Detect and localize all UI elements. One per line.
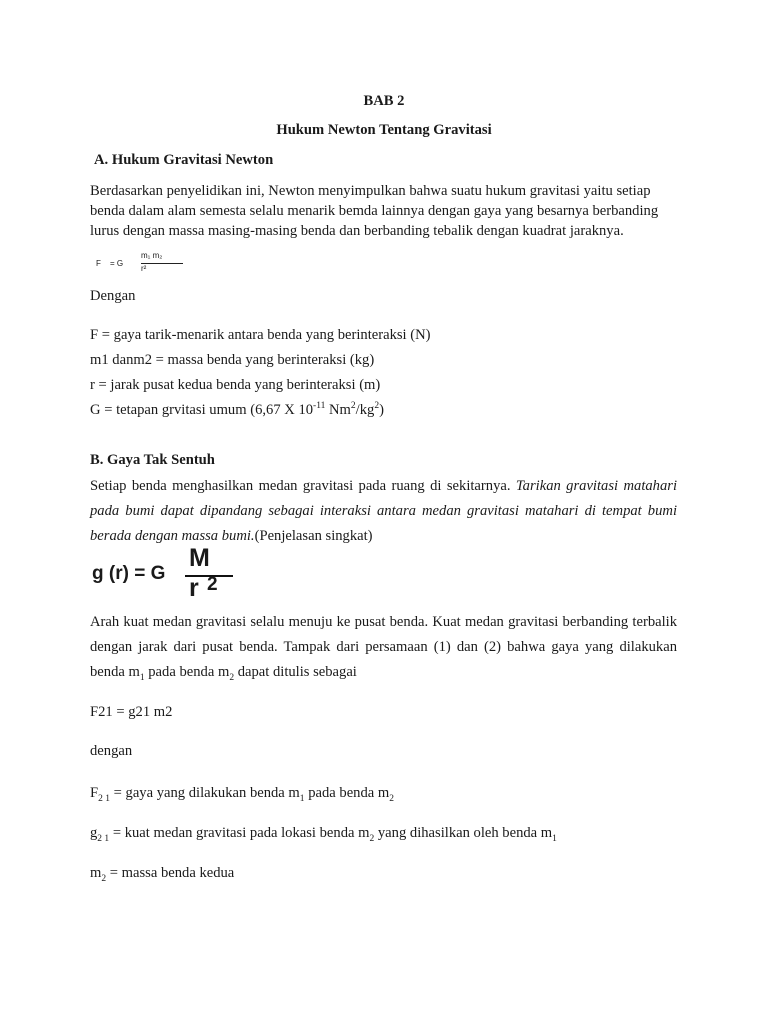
field-formula-den-r: r xyxy=(189,574,199,602)
formula-equals: = G xyxy=(110,259,124,268)
chapter-label: BAB 2 xyxy=(363,93,405,109)
section-a-paragraph xyxy=(90,181,658,241)
def-m2: $m_2$ = massa benda kedua xyxy=(90,865,235,884)
def-constant: G = tetapan grvitasi umum (6,67 X $10^{-11}$ $Nm^2/kg^2$) xyxy=(90,401,384,418)
formula-numerator: m₁ m₂ xyxy=(141,251,163,260)
section-b-paragraph: Setiap benda menghasilkan medan gravitasi pada ruang di sekitarnya. Tarikan gravitasi matahari pada bumi dapat dipandang sebagai interaksi antara medan gravitasi matahari di tempat bumi berada dengan massa bumi.(Penjelasan singkat) xyxy=(90,478,677,544)
section-b-heading: B. Gaya Tak Sentuh xyxy=(90,452,215,468)
field-formula-lhs: g (r) = G xyxy=(92,563,166,584)
gravity-formula xyxy=(96,253,196,277)
field-formula-den-exp: 2 xyxy=(207,574,218,595)
def-distance: r = jarak pusat kedua benda yang berinteraksi (m) xyxy=(90,377,381,393)
dengan-label-2: dengan xyxy=(90,743,133,759)
field-paragraph: Arah kuat medan gravitasi selalu menuju ke pusat benda. Kuat medan gravitasi berbanding terbalik dengan jarak dari pusat benda. Tampak dari persamaan (1) dan (2) bahwa gaya yang dilakukan benda $m_1$ pada benda $m_2$ dapat ditulis sebagai xyxy=(90,614,677,683)
field-formula-numerator: M xyxy=(189,544,210,572)
def-mass: m1 danm2 = massa benda yang berinteraksi (kg) xyxy=(90,352,375,368)
def-force: F = gaya tarik-menarik antara benda yang berinteraksi (N) xyxy=(90,327,431,343)
formula-denominator: r² xyxy=(141,264,147,273)
field-formula xyxy=(92,544,242,605)
paragraph-line: Berdasarkan penyelidikan ini, Newton menyimpulkan bahwa suatu hukum gravitasi yaitu setiap xyxy=(90,183,651,199)
fraction-bar xyxy=(141,263,183,264)
paragraph-line: benda dalam alam semesta selalu menarik bemda lainnya dengan gaya yang besarnya berbanding xyxy=(90,203,659,219)
section-a-heading: A. Hukum Gravitasi Newton xyxy=(94,152,274,168)
paragraph-line: lurus dengan massa masing-masing benda dan berbanding tebalik dengan kuadrat jaraknya. xyxy=(90,223,624,239)
dengan-label: Dengan xyxy=(90,288,136,304)
page-title: Hukum Newton Tentang Gravitasi xyxy=(276,122,492,138)
formula-lhs: F xyxy=(96,259,101,268)
def-g21: $g_{2 1}$ = kuat medan gravitasi pada lokasi benda $m_2$ yang dihasilkan oleh benda $m_1$ xyxy=(90,825,557,844)
force-field-equation: F21 = g21 m2 xyxy=(90,704,173,720)
def-f21: $F_{2 1}$ = gaya yang dilakukan benda $m_1$ pada benda $m_2$ xyxy=(90,785,394,804)
